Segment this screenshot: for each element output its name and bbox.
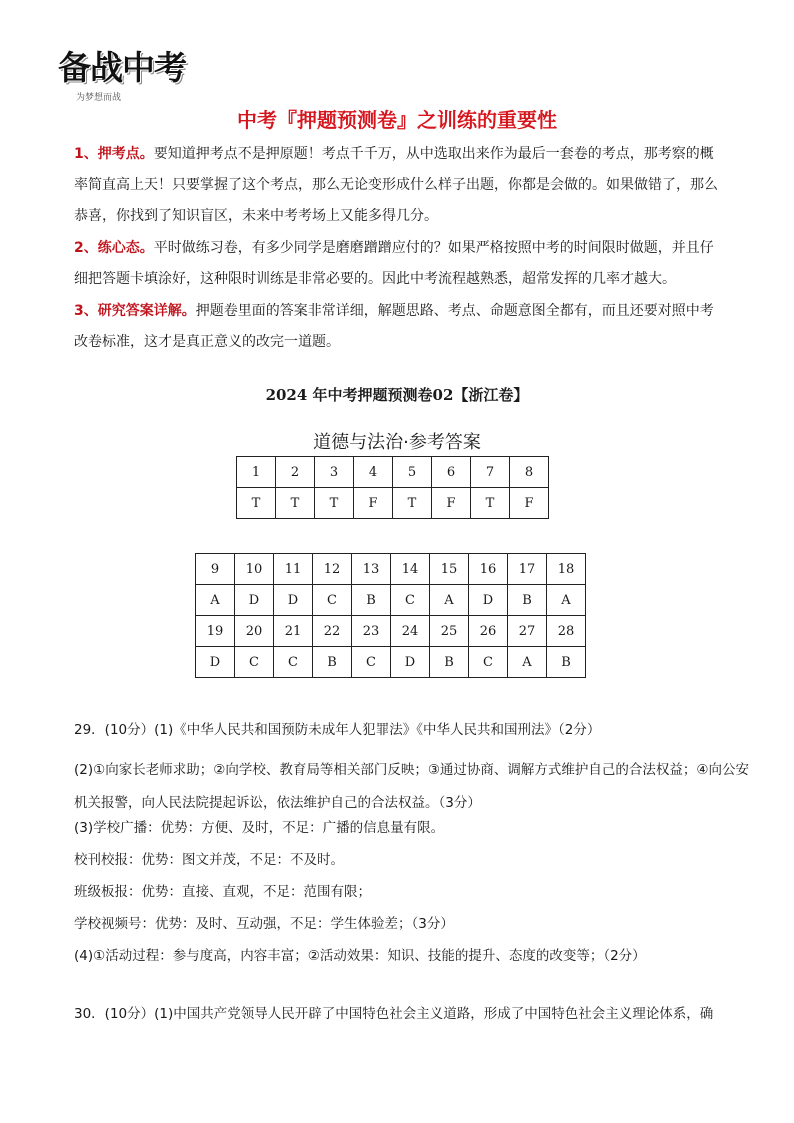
q29-line-3: (3)学校广播：优势：方便、及时，不足：广播的信息量有限。 — [74, 820, 445, 836]
table-cell: C — [274, 647, 313, 678]
table-cell: T — [315, 488, 354, 519]
q29-line-7: (4)①活动过程：参与度高，内容丰富；②活动效果：知识、技能的提升、态度的改变等；（2分） — [74, 948, 646, 964]
table-cell: 15 — [430, 554, 469, 585]
table-cell: 6 — [432, 457, 471, 488]
table-cell: 3 — [315, 457, 354, 488]
tip-1 — [74, 139, 724, 232]
table-cell: 27 — [508, 616, 547, 647]
table-cell: B — [430, 647, 469, 678]
table-cell: 20 — [235, 616, 274, 647]
table-cell: D — [274, 585, 313, 616]
tip-2 — [74, 233, 724, 295]
table-cell: 23 — [352, 616, 391, 647]
table-cell: F — [354, 488, 393, 519]
table-cell: A — [196, 585, 235, 616]
table-cell: F — [432, 488, 471, 519]
logo-sub-text: 为梦想而战 — [76, 93, 122, 103]
table-cell: 10 — [235, 554, 274, 585]
table-row — [237, 457, 549, 488]
q29-line-4: 校刊校报：优势：图文并茂，不足：不及时。 — [74, 852, 344, 868]
table-cell: D — [469, 585, 508, 616]
table-cell: C — [313, 585, 352, 616]
tip-2-body: 平时做练习卷，有多少同学是磨磨蹭蹭应付的？如果严格按照中考的时间限时做题，并且仔细把答题卡填涂好，这种限时训练是非常必要的。因此中考流程越熟悉，超常发挥的几率才越大。 — [74, 240, 714, 287]
answer-table-2 — [195, 553, 586, 678]
table-cell: 12 — [313, 554, 352, 585]
answer-table-1 — [236, 456, 549, 519]
table-cell: 25 — [430, 616, 469, 647]
table-cell: C — [235, 647, 274, 678]
table-cell: A — [430, 585, 469, 616]
table-cell: A — [547, 585, 586, 616]
logo-main-text: 备战中考 — [58, 48, 186, 87]
table-row — [196, 585, 586, 616]
table-cell: 19 — [196, 616, 235, 647]
q29-line-1: 29．(10分）(1)《中华人民共和国预防未成年人犯罪法》《中华人民共和国刑法》（2分） — [74, 722, 601, 738]
table-cell: B — [547, 647, 586, 678]
table-cell: 11 — [274, 554, 313, 585]
table-row — [196, 616, 586, 647]
table-cell: 1 — [237, 457, 276, 488]
q29-line-6: 学校视频号：优势：及时、互动强，不足：学生体验差；（3分） — [74, 916, 454, 932]
table-cell: 13 — [352, 554, 391, 585]
table-row — [237, 488, 549, 519]
table-cell: B — [508, 585, 547, 616]
table-cell: 24 — [391, 616, 430, 647]
table-cell: B — [313, 647, 352, 678]
tip-3-heading: 3、研究答案详解。 — [74, 303, 196, 319]
logo — [58, 48, 198, 112]
table-row — [196, 647, 586, 678]
table-cell: 17 — [508, 554, 547, 585]
table-cell: 9 — [196, 554, 235, 585]
table-cell: 8 — [510, 457, 549, 488]
table-cell: C — [391, 585, 430, 616]
table-row — [196, 554, 586, 585]
table-cell: 18 — [547, 554, 586, 585]
table-cell: A — [508, 647, 547, 678]
table-cell: B — [352, 585, 391, 616]
exam-title: 2024 年中考押题预测卷02【浙江卷】 — [265, 386, 529, 404]
table-cell: D — [235, 585, 274, 616]
table-cell: T — [237, 488, 276, 519]
tip-3-body: 押题卷里面的答案非常详细，解题思路、考点、命题意图全都有，而且还要对照中考改卷标准，这才是真正意义的改完一道题。 — [74, 303, 714, 350]
table-cell: F — [510, 488, 549, 519]
tip-1-body: 要知道押考点不是押原题！考点千千万，从中选取出来作为最后一套卷的考点，那考察的概率简直高上天！只要掌握了这个考点，那么无论变形成什么样子出题，你都是会做的。如果做错了，那么恭喜，你找到了知识盲区，未来中考考场上又能多得几分。 — [74, 146, 718, 224]
table-cell: 16 — [469, 554, 508, 585]
table-cell: D — [391, 647, 430, 678]
q29-line-5: 班级板报：优势：直接、直观，不足：范围有限； — [74, 884, 371, 900]
table-cell: 5 — [393, 457, 432, 488]
table-cell: T — [471, 488, 510, 519]
table-cell: 14 — [391, 554, 430, 585]
banner-title: 中考『押题预测卷』之训练的重要性 — [237, 108, 557, 132]
q29-line-2: (2)①向家长老师求助；②向学校、教育局等相关部门反映；③通过协商、调解方式维护自己的合法权益；④向公安机关报警，向人民法院提起诉讼，依法维护自己的合法权益。（3分） — [74, 762, 750, 811]
q30-line-1: 30．(10分）(1)中国共产党领导人民开辟了中国特色社会主义道路，形成了中国特色社会主义理论体系，确 — [74, 1006, 714, 1022]
table-cell: 2 — [276, 457, 315, 488]
tip-1-heading: 1、押考点。 — [74, 146, 154, 162]
table-cell: 26 — [469, 616, 508, 647]
table-cell: C — [352, 647, 391, 678]
tip-3 — [74, 296, 724, 358]
table-cell: 21 — [274, 616, 313, 647]
table-cell: 7 — [471, 457, 510, 488]
table-cell: 22 — [313, 616, 352, 647]
table-cell: C — [469, 647, 508, 678]
table-cell: 28 — [547, 616, 586, 647]
table-cell: T — [393, 488, 432, 519]
table-cell: D — [196, 647, 235, 678]
tip-2-heading: 2、练心态。 — [74, 240, 154, 256]
subject-title: 道德与法治·参考答案 — [313, 432, 481, 453]
table-cell: 4 — [354, 457, 393, 488]
table-cell: T — [276, 488, 315, 519]
